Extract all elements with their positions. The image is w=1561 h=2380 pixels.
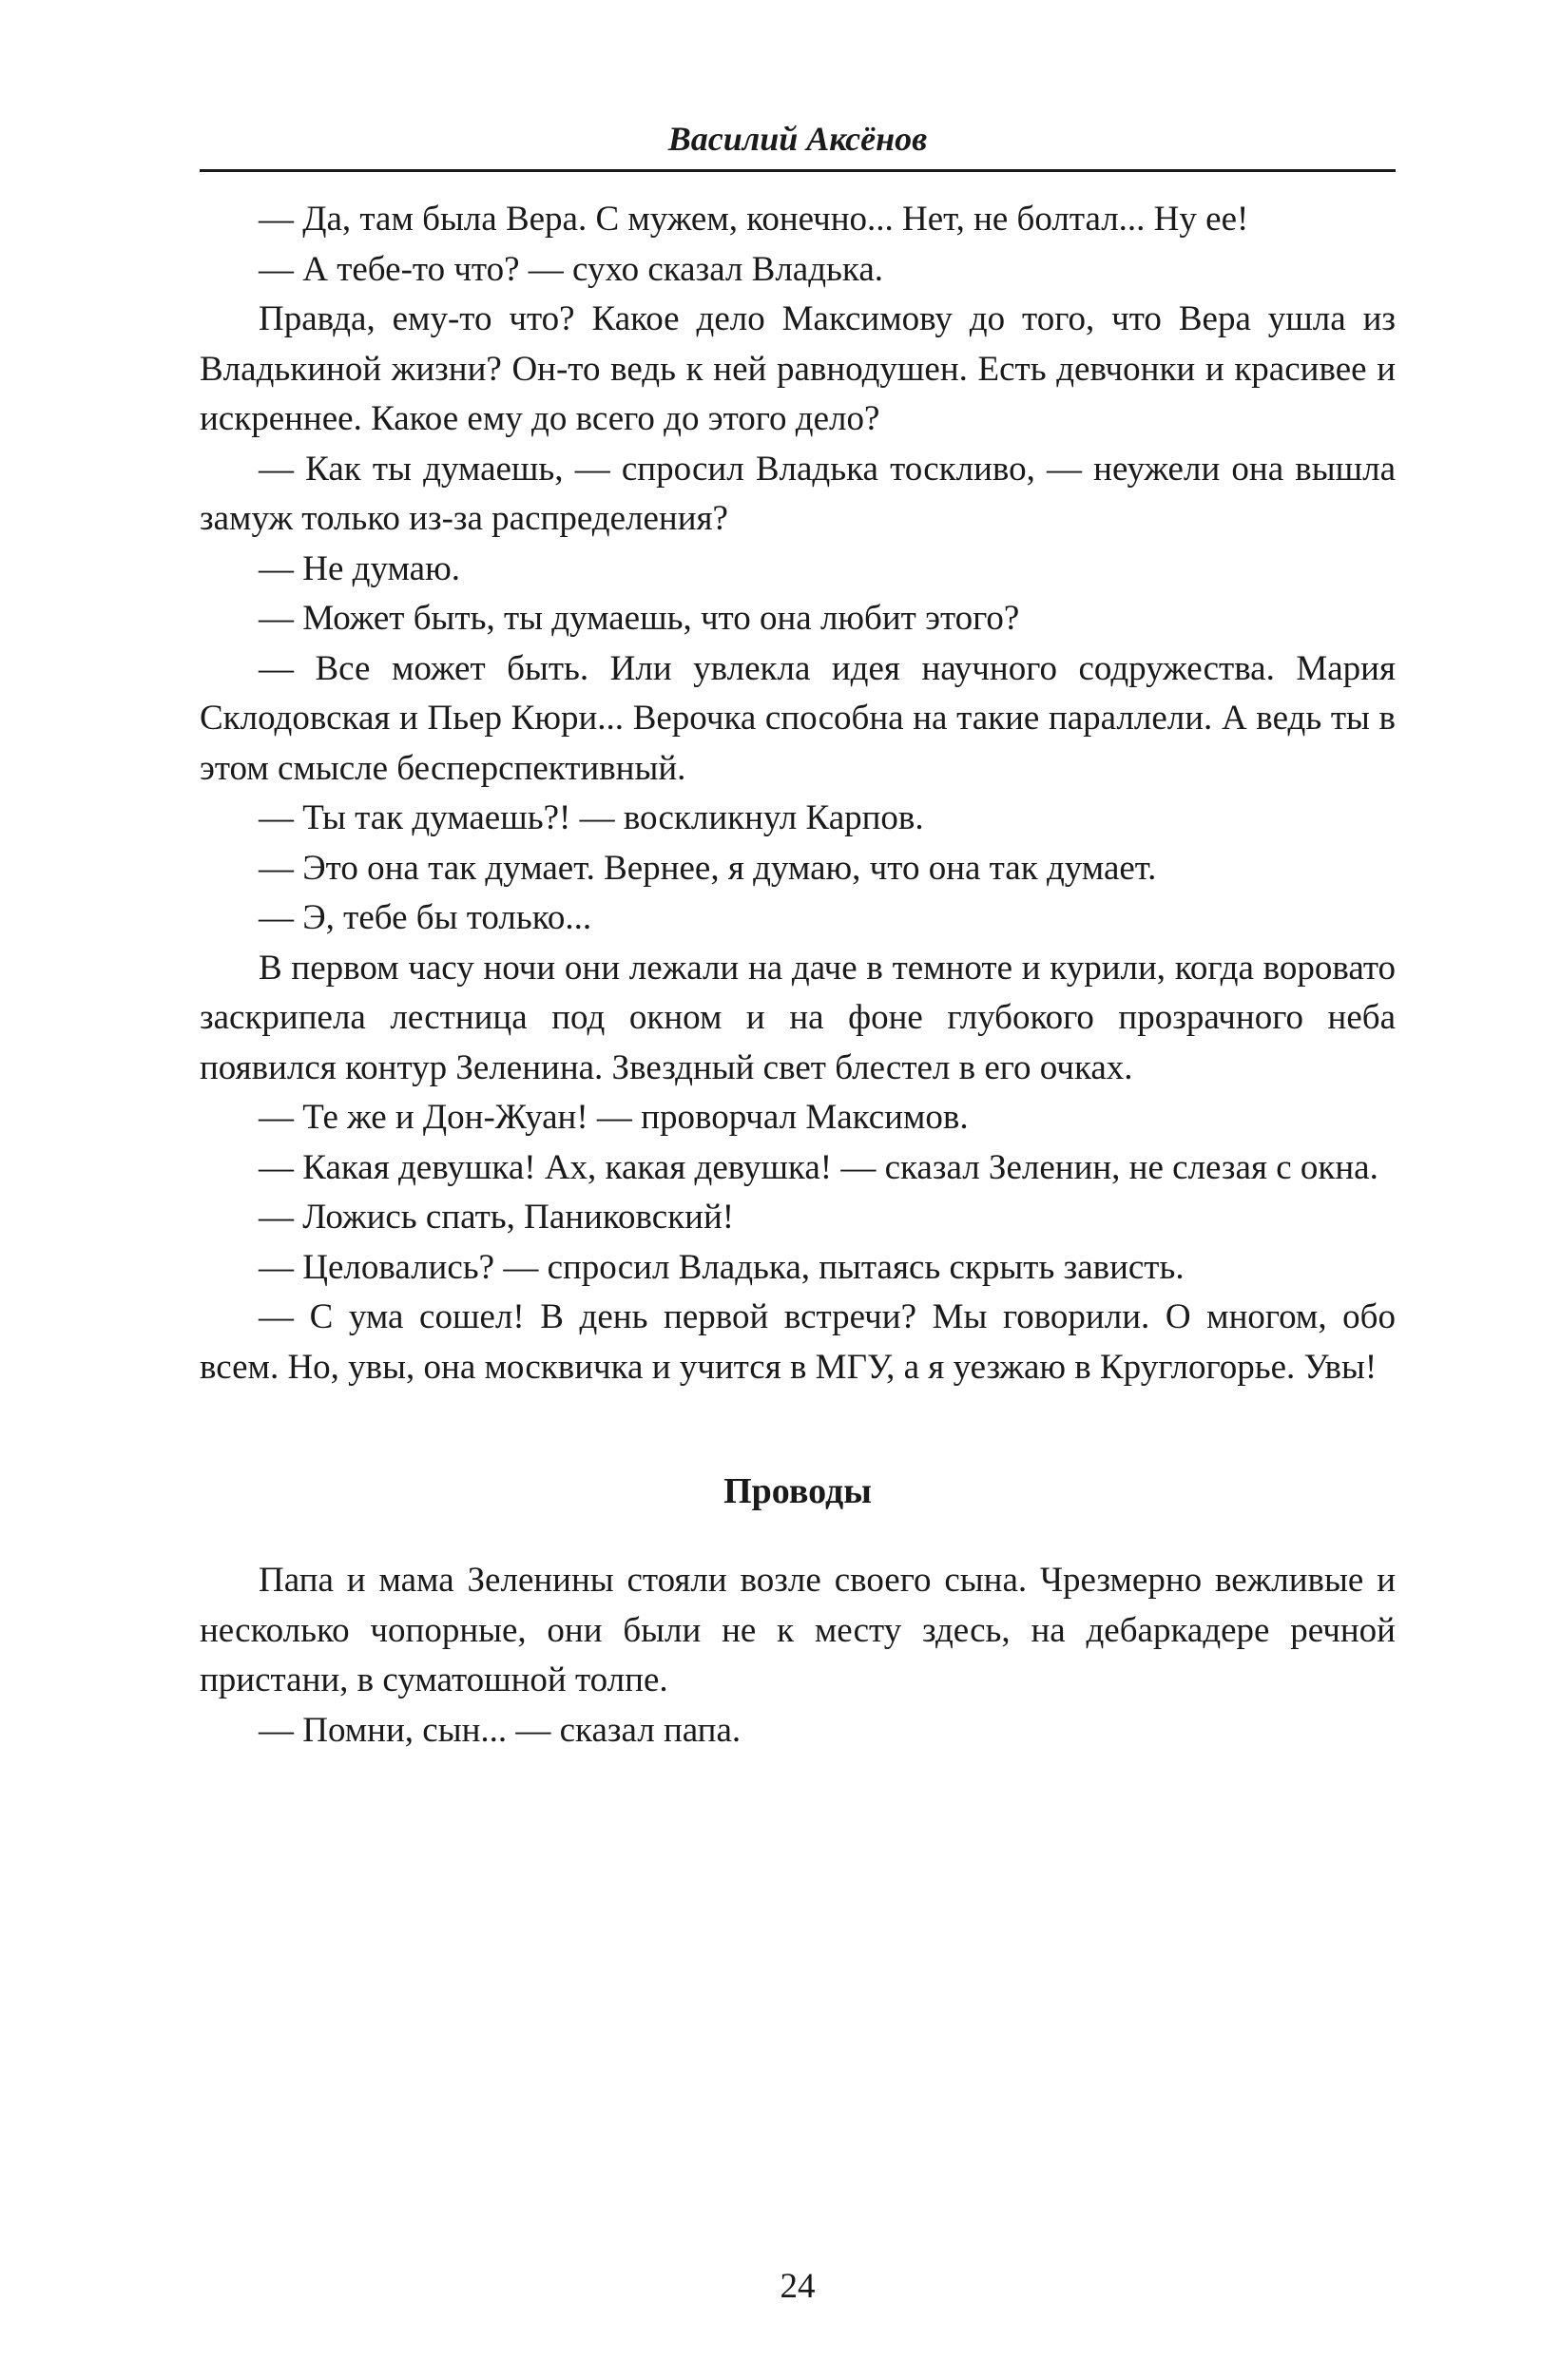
paragraph: В первом часу ночи они лежали на даче в темноте и курили, когда воровато заскрипела лестница под окном и на фоне глубокого прозрачного неба появился контур Зеленина. Звездный свет блестел в его очках. [200,948,1396,1087]
paragraph: Правда, ему-то что? Какое дело Максимову до того, что Вера ушла из Владькиной жизни? Он-то ведь к ней равнодушен. Есть девчонки и красивее и искреннее. Какое ему до всего до этого дело? [200,299,1396,438]
paragraph: — Ложись спать, Паниковский! [259,1198,735,1237]
paragraph: Папа и мама Зеленины стояли возле своего сына. Чрезмерно вежливые и несколько чопорные, они были не к месту здесь, на дебаркадере речной пристани, в суматошной толпе. [200,1561,1396,1699]
paragraph: — Может быть, ты думаешь, что она любит этого? [259,599,1020,638]
paragraph: — Не думаю. [259,548,460,588]
paragraph: — А тебе-то что? — сухо сказал Владька. [259,249,884,289]
running-head-author: Василий Аксёнов [667,120,928,158]
book-page [200,114,1396,2306]
page-number: 24 [780,2267,816,2306]
paragraph: — Те же и Дон-Жуан! — проворчал Максимов. [259,1098,969,1137]
main-text [200,195,1396,1756]
paragraph: — Какая девушка! Ах, какая девушка! — сказал Зеленин, не слезая с окна. [259,1147,1378,1187]
header-rule [200,169,1396,172]
paragraph: — Помни, сын... — сказал папа. [259,1710,742,1750]
paragraph: — Да, там была Вера. С мужем, конечно... Нет, не болтал... Ну ее! [259,200,1249,239]
paragraph: — Это она так думает. Вернее, я думаю, что она так думает. [259,848,1157,888]
paragraph: — Э, тебе бы только... [259,898,592,937]
paragraph: — Как ты думаешь, — спросил Владька тоскливо, — неужели она вышла замуж только из-за распределения? [200,449,1396,538]
paragraph: — Целовались? — спросил Владька, пытаясь скрыть зависть. [259,1247,1185,1287]
paragraph: — Ты так думаешь?! — воскликнул Карпов. [259,798,924,837]
section-title: Проводы [723,1471,872,1511]
paragraph: — С ума сошел! В день первой встречи? Мы говорили. О многом, обо всем. Но, увы, она москвичка и учится в МГУ, а я уезжаю в Круглогорье. Увы! [200,1297,1396,1387]
paragraph: — Все может быть. Или увлекла идея научного содружества. Мария Склодовская и Пьер Кюри... Верочка способна на такие параллели. А ведь ты в этом смысле бесперспективный. [200,648,1396,788]
